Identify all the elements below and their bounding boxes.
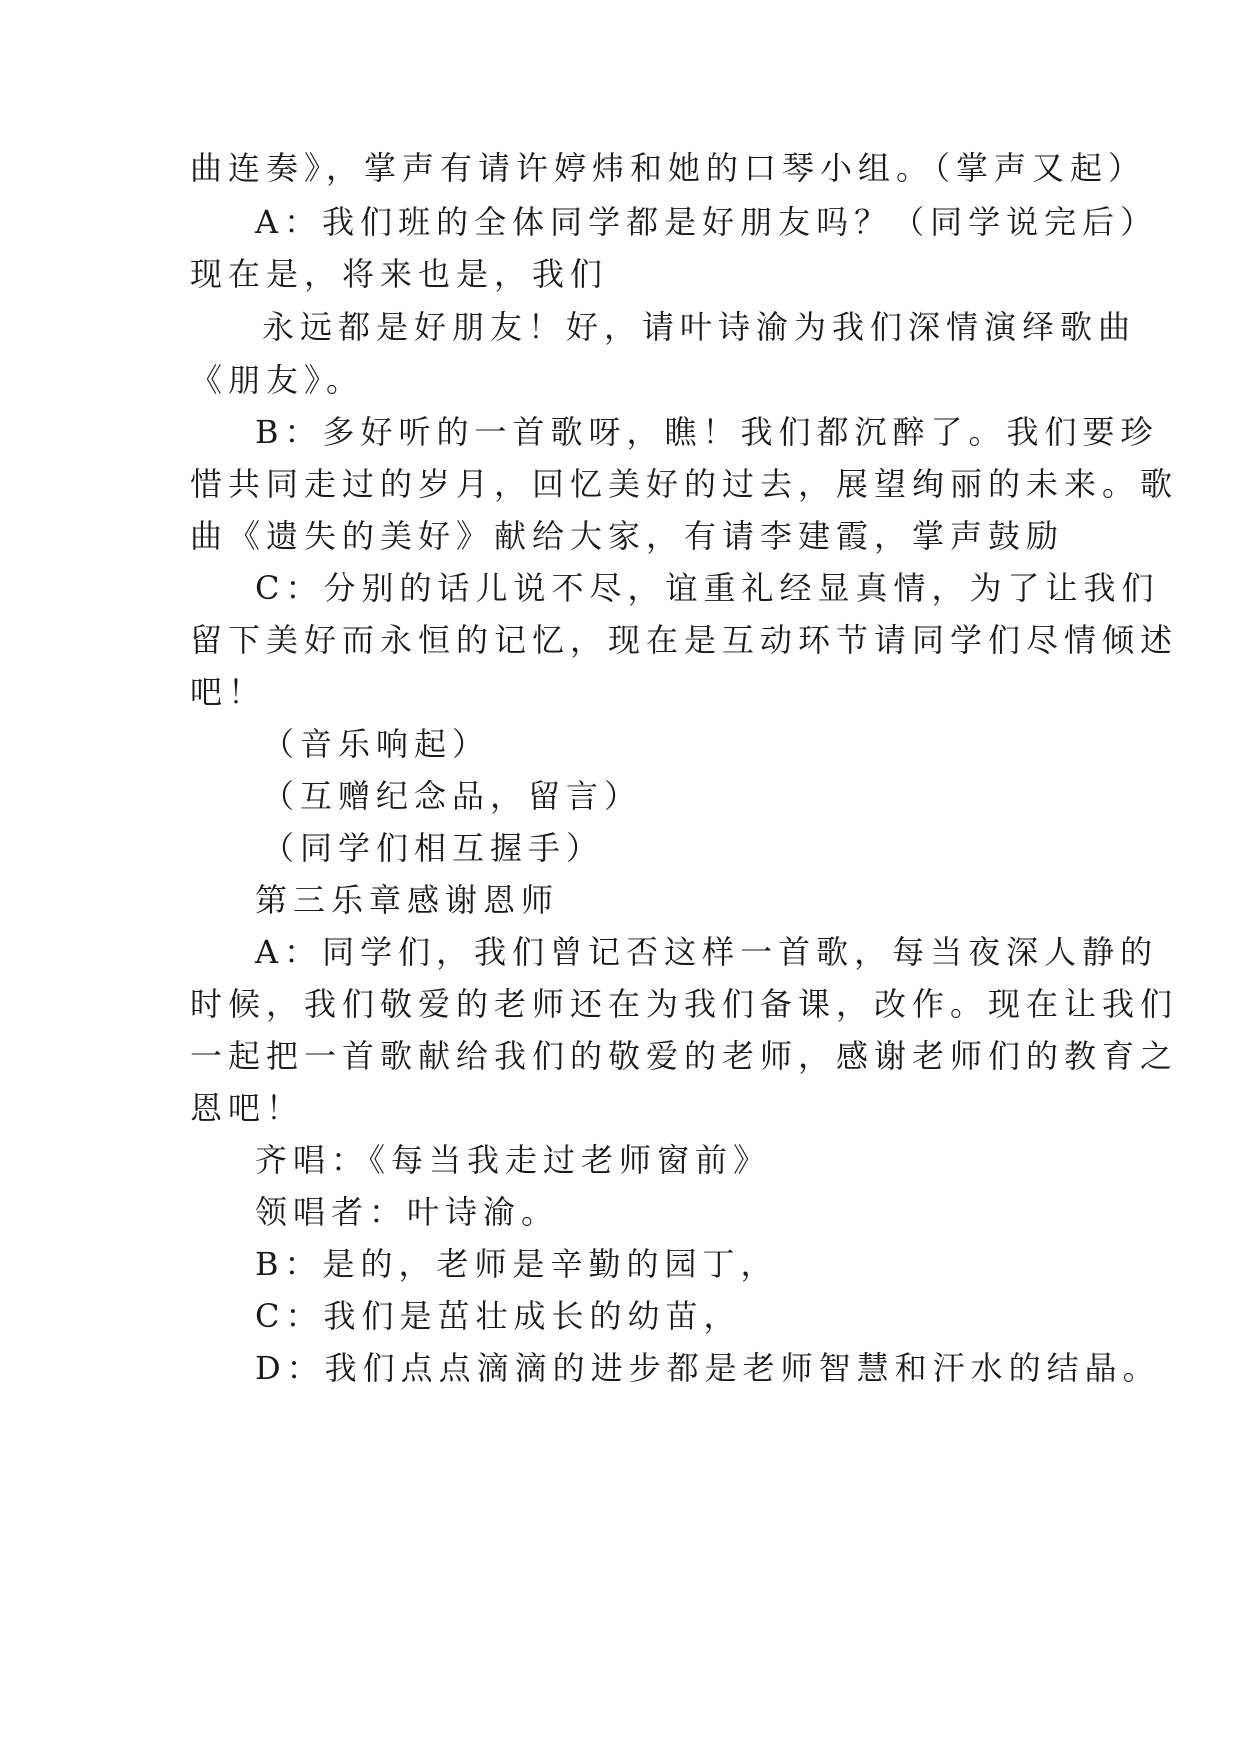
text-line: 齐唱：《每当我走过老师窗前》 (255, 1141, 772, 1179)
text-line: 时候，我们敬爱的老师还在为我们备课，改作。现在让我们 (190, 985, 1179, 1023)
text-line: 一起把一首歌献给我们的敬爱的老师，感谢老师们的教育之 (190, 1037, 1179, 1075)
text-line: 留下美好而永恒的记忆，现在是互动环节请同学们尽情倾述 (190, 621, 1179, 659)
text-line: （互赠纪念品，留言） (262, 777, 643, 815)
text-line: 曲连奏》，掌声有请许婷炜和她的口琴小组。（掌声又起） (190, 149, 1147, 187)
text-line: C：我们是茁壮成长的幼苗， (255, 1297, 742, 1335)
text-line: D：我们点点滴滴的进步都是老师智慧和汗水的结晶。 (255, 1349, 1161, 1387)
text-line: B：多好听的一首歌呀，瞧！我们都沉醉了。我们要珍 (255, 413, 1159, 451)
text-line: 惜共同走过的岁月，回忆美好的过去，展望绚丽的未来。歌 (190, 465, 1179, 503)
text-line: （音乐响起） (262, 725, 491, 763)
text-line: 《朋友》。 (190, 361, 365, 399)
text-line: C：分别的话儿说不尽，谊重礼经显真情，为了让我们 (255, 569, 1160, 607)
text-line: A：同学们，我们曾记否这样一首歌，每当夜深人静的 (255, 933, 1159, 971)
text-line: 恩吧！ (190, 1089, 305, 1127)
text-line: 曲《遗失的美好》献给大家，有请李建霞，掌声鼓励 (190, 517, 1065, 555)
text-line: B：是的，老师是辛勤的园丁， (255, 1245, 779, 1283)
text-line: （同学们相互握手） (262, 829, 605, 867)
section-heading: 第三乐章感谢恩师 (255, 881, 560, 919)
text-line: 现在是，将来也是，我们 (190, 255, 609, 293)
text-line: 领唱者：叶诗渝。 (255, 1193, 560, 1231)
text-line: 永远都是好朋友！好，请叶诗渝为我们深情演绎歌曲 (262, 308, 1137, 346)
text-line: 吧！ (190, 673, 267, 711)
text-line: A：我们班的全体同学都是好朋友吗？（同学说完后） (255, 203, 1159, 241)
